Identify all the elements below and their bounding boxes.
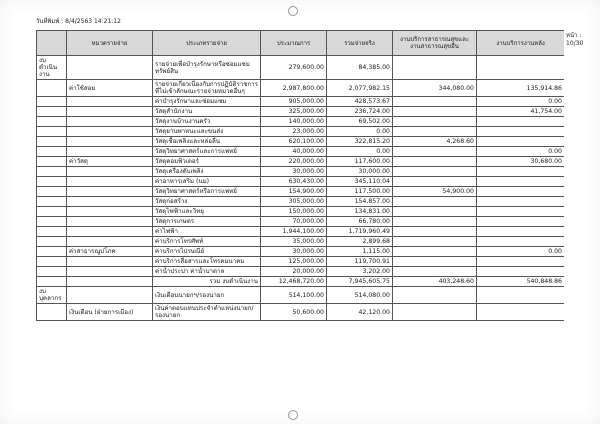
amount-cell: 150,000.00 <box>261 207 327 217</box>
label-cell: ค่าไฟฟ้า <box>153 227 261 237</box>
amount-cell <box>393 304 477 321</box>
label-cell <box>67 97 153 107</box>
amount-cell: 20,000.00 <box>261 267 327 277</box>
amount-cell: 54,900.00 <box>393 187 477 197</box>
label-cell <box>67 217 153 227</box>
table-row <box>37 267 565 277</box>
label-cell <box>37 147 67 157</box>
label-cell <box>37 117 67 127</box>
amount-cell: 514,100.00 <box>261 287 327 304</box>
amount-cell <box>477 207 565 217</box>
label-cell <box>37 267 67 277</box>
label-cell: ค่าน้ำประปา ค่าน้ำบาดาล <box>153 267 261 277</box>
amount-cell: 154,900.00 <box>261 187 327 197</box>
label-cell <box>67 177 153 187</box>
amount-cell <box>393 157 477 167</box>
amount-cell <box>393 127 477 137</box>
label-cell <box>67 197 153 207</box>
amount-cell: 403,248.60 <box>393 277 477 287</box>
label-cell: วัสดุคอมพิวเตอร์ <box>153 157 261 167</box>
amount-cell: 4,268.60 <box>393 137 477 147</box>
label-cell <box>37 207 67 217</box>
table-row <box>37 177 565 187</box>
amount-cell <box>477 267 565 277</box>
amount-cell: 30,000.00 <box>261 167 327 177</box>
amount-cell <box>477 187 565 197</box>
amount-cell: 0.00 <box>327 127 393 137</box>
label-cell <box>37 247 67 257</box>
table-row <box>37 107 565 117</box>
amount-cell: 322,815.20 <box>327 137 393 147</box>
column-header: หมวดรายจ่าย <box>67 31 153 56</box>
table-row <box>37 237 565 247</box>
amount-cell <box>393 56 477 80</box>
amount-cell: 2,077,982.15 <box>327 80 393 97</box>
label-cell: รายจ่ายเพื่อบำรุงรักษาหรือซ่อมแซมทรัพย์สิน <box>153 56 261 80</box>
label-cell <box>37 137 67 147</box>
amount-cell <box>477 56 565 80</box>
label-cell: ค่าบริการสื่อสารและโทรคมนาคม <box>153 257 261 267</box>
label-cell <box>67 207 153 217</box>
label-cell <box>67 267 153 277</box>
table-row <box>37 187 565 197</box>
amount-cell <box>393 107 477 117</box>
table-row <box>37 137 565 147</box>
label-cell <box>67 287 153 304</box>
amount-cell <box>393 147 477 157</box>
amount-cell: 0.00 <box>477 97 565 107</box>
amount-cell <box>393 227 477 237</box>
label-cell <box>67 257 153 267</box>
label-cell <box>37 237 67 247</box>
amount-cell <box>477 237 565 247</box>
label-cell <box>37 304 67 321</box>
amount-cell <box>393 207 477 217</box>
amount-cell: 514,080.00 <box>327 287 393 304</box>
empty-cell <box>37 277 67 287</box>
amount-cell: 236,724.00 <box>327 107 393 117</box>
amount-cell: 1,719,960.49 <box>327 227 393 237</box>
amount-cell: 119,700.91 <box>327 257 393 267</box>
amount-cell: 1,115.00 <box>327 247 393 257</box>
label-cell: ค่าสาธารณูปโภค <box>67 247 153 257</box>
label-cell: วัสดุการเกษตร <box>153 217 261 227</box>
amount-cell <box>393 97 477 107</box>
amount-cell: 134,831.00 <box>327 207 393 217</box>
label-cell: วัสดุเครื่องดับเพลิง <box>153 167 261 177</box>
table-row <box>37 157 565 167</box>
amount-cell: 2,899.68 <box>327 237 393 247</box>
label-cell <box>37 177 67 187</box>
label-cell <box>37 217 67 227</box>
amount-cell: 30,000.00 <box>261 247 327 257</box>
amount-cell <box>477 127 565 137</box>
empty-cell <box>67 277 153 287</box>
amount-cell <box>393 247 477 257</box>
label-cell <box>37 97 67 107</box>
label-cell: วัสดุสำนักงาน <box>153 107 261 117</box>
amount-cell: 0.00 <box>477 147 565 157</box>
label-cell <box>67 227 153 237</box>
amount-cell: 69,502.00 <box>327 117 393 127</box>
amount-cell <box>393 117 477 127</box>
amount-cell: 140,000.00 <box>261 117 327 127</box>
label-cell <box>37 107 67 117</box>
label-cell: ค่าอาหารเสริม (นม) <box>153 177 261 187</box>
table-row <box>37 97 565 107</box>
amount-cell <box>477 137 565 147</box>
label-cell: เงินค่าตอบแทนประจำตำแหน่งนายก/รองนายก <box>153 304 261 321</box>
punch-hole <box>288 410 298 420</box>
amount-cell: 70,000.00 <box>261 217 327 227</box>
label-cell <box>67 187 153 197</box>
amount-cell: 42,120.00 <box>327 304 393 321</box>
label-cell <box>67 147 153 157</box>
amount-cell: 84,385.00 <box>327 56 393 80</box>
label-cell <box>37 157 67 167</box>
amount-cell: 154,857.00 <box>327 197 393 207</box>
amount-cell: 279,600.00 <box>261 56 327 80</box>
amount-cell: 66,780.00 <box>327 217 393 227</box>
amount-cell <box>393 267 477 277</box>
amount-cell: 1,944,100.00 <box>261 227 327 237</box>
table-row <box>37 197 565 207</box>
amount-cell: 50,600.00 <box>261 304 327 321</box>
column-header: ประเภทรายจ่าย <box>153 31 261 56</box>
amount-cell: 3,202.00 <box>327 267 393 277</box>
label-cell <box>37 187 67 197</box>
table-row <box>37 167 565 177</box>
label-cell <box>37 127 67 137</box>
print-timestamp: วันที่พิมพ์ : 8/4/2563 14:21:12 <box>36 18 121 25</box>
label-cell <box>67 107 153 117</box>
amount-cell: 305,000.00 <box>261 197 327 207</box>
label-cell <box>37 80 67 97</box>
label-cell <box>67 237 153 247</box>
amount-cell <box>477 304 565 321</box>
label-cell <box>67 117 153 127</box>
amount-cell: 0.00 <box>327 147 393 157</box>
total-label: รวม งบดำเนินงาน <box>153 277 261 287</box>
label-cell: ค่าบริการไปรษณีย์ <box>153 247 261 257</box>
label-cell: ค่าใช้สอย <box>67 80 153 97</box>
amount-cell: 325,000.00 <box>261 107 327 117</box>
label-cell <box>67 56 153 80</box>
column-header: รวมจ่ายจริง <box>327 31 393 56</box>
amount-cell: 117,600.00 <box>327 157 393 167</box>
column-header: ประมาณการ <box>261 31 327 56</box>
amount-cell <box>477 257 565 267</box>
table-row <box>37 80 565 97</box>
label-cell <box>67 167 153 177</box>
column-header: งานบริการงานหลัง <box>477 31 565 56</box>
amount-cell: 40,000.00 <box>261 147 327 157</box>
amount-cell: 12,468,720.00 <box>261 277 327 287</box>
page-number: หน้า : 10/30 <box>566 32 584 47</box>
label-cell: งบบุคลากร <box>37 287 67 304</box>
amount-cell: 23,000.00 <box>261 127 327 137</box>
label-cell: วัสดุวิทยาศาสตร์และการแพทย์ <box>153 147 261 157</box>
label-cell: เงินเดือน (ฝ่ายการเมือง) <box>67 304 153 321</box>
table-row <box>37 207 565 217</box>
label-cell <box>67 137 153 147</box>
amount-cell <box>393 197 477 207</box>
table-row <box>37 56 565 80</box>
table-row <box>37 147 565 157</box>
label-cell: ค่าวัสดุ <box>67 157 153 167</box>
amount-cell: 540,848.86 <box>477 277 565 287</box>
amount-cell: 2,987,800.00 <box>261 80 327 97</box>
amount-cell <box>477 177 565 187</box>
label-cell <box>37 257 67 267</box>
table-row <box>37 304 565 321</box>
label-cell <box>37 167 67 177</box>
label-cell: วัสดุไฟฟ้าและวิทยุ <box>153 207 261 217</box>
table-row <box>37 127 565 137</box>
amount-cell: 125,000.00 <box>261 257 327 267</box>
amount-cell: 135,914.86 <box>477 80 565 97</box>
amount-cell <box>393 167 477 177</box>
label-cell: วัสดุงานบ้านงานครัว <box>153 117 261 127</box>
amount-cell <box>393 237 477 247</box>
amount-cell: 630,430.00 <box>261 177 327 187</box>
amount-cell: 35,000.00 <box>261 237 327 247</box>
amount-cell: 117,500.00 <box>327 187 393 197</box>
amount-cell: 905,000.00 <box>261 97 327 107</box>
amount-cell <box>477 167 565 177</box>
budget-report-page <box>36 30 564 404</box>
amount-cell: 0.00 <box>477 247 565 257</box>
header-row <box>37 31 565 56</box>
amount-cell: 620,100.00 <box>261 137 327 147</box>
label-cell: เงินเดือนนายกฯ/รองนายก <box>153 287 261 304</box>
amount-cell <box>477 217 565 227</box>
amount-cell <box>477 227 565 237</box>
label-cell <box>37 197 67 207</box>
label-cell: งบดำเนินงาน <box>37 56 67 80</box>
punch-hole <box>288 6 298 16</box>
amount-cell <box>393 287 477 304</box>
amount-cell: 7,945,605.75 <box>327 277 393 287</box>
amount-cell: 345,110.04 <box>327 177 393 187</box>
table-row <box>37 217 565 227</box>
amount-cell <box>477 287 565 304</box>
label-cell: ค่าบำรุงรักษาและซ่อมแซม <box>153 97 261 107</box>
amount-cell <box>393 217 477 227</box>
table-row <box>37 117 565 127</box>
amount-cell <box>477 197 565 207</box>
budget-table <box>36 30 564 321</box>
amount-cell <box>477 117 565 127</box>
amount-cell: 30,680.00 <box>477 157 565 167</box>
table-row <box>37 247 565 257</box>
label-cell: วัสดุก่อสร้าง <box>153 197 261 207</box>
amount-cell <box>393 177 477 187</box>
table-row <box>37 227 565 237</box>
label-cell: วัสดุยานพาหนะและขนส่ง <box>153 127 261 137</box>
amount-cell: 41,754.00 <box>477 107 565 117</box>
table-row <box>37 287 565 304</box>
label-cell: วัสดุเชื้อเพลิงและหล่อลื่น <box>153 137 261 147</box>
label-cell <box>37 227 67 237</box>
amount-cell: 344,080.00 <box>393 80 477 97</box>
total-row <box>37 277 565 287</box>
amount-cell: 428,573.67 <box>327 97 393 107</box>
label-cell <box>67 127 153 137</box>
column-header <box>37 31 67 56</box>
label-cell: วัสดุวิทยาศาสตร์หรือการแพทย์ <box>153 187 261 197</box>
column-header: งานบริการสาธารณสุขและงานสาธารณสุขอื่น <box>393 31 477 56</box>
amount-cell: 220,000.00 <box>261 157 327 167</box>
label-cell: รายจ่ายเกี่ยวเนื่องกับการปฏิบัติราชการที่ไม่เข้าลักษณะรายจ่ายหมวดอื่นๆ <box>153 80 261 97</box>
amount-cell: 30,000.00 <box>327 167 393 177</box>
label-cell: ค่าบริการโทรศัพท์ <box>153 237 261 247</box>
table-row <box>37 257 565 267</box>
amount-cell <box>393 257 477 267</box>
